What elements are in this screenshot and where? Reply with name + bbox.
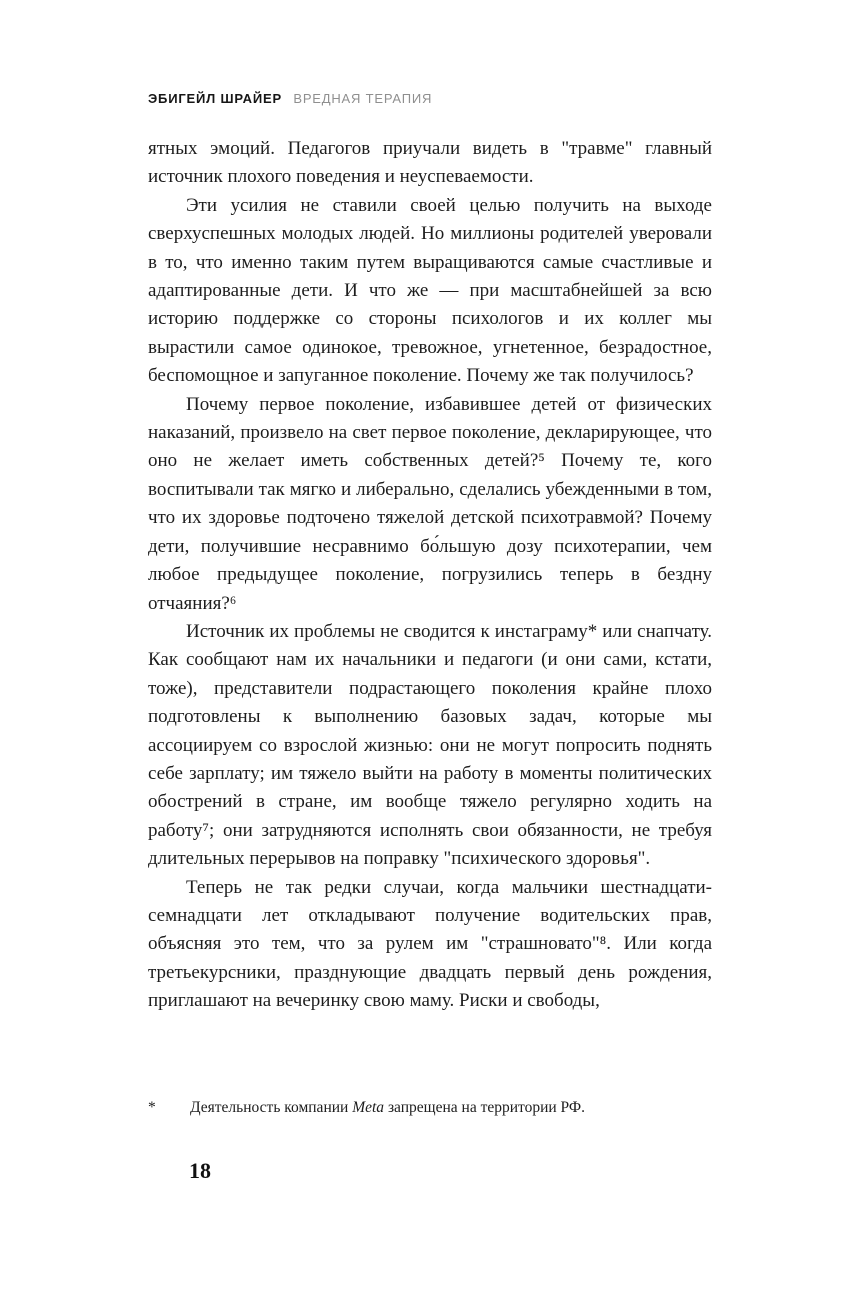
page-number: 18: [189, 1158, 211, 1183]
header-book-title: ВРЕДНАЯ ТЕРАПИЯ: [293, 91, 433, 106]
paragraph: Почему первое поколение, избавившее детей от физических наказаний, произвело на свет первое поколение, декларирующее, что оно не желает иметь собственных детей?⁵ Почему те, кого воспитывали так мягко и либерально, сделались убежденными в том, что их здоровье подточено тяжелой детской психотравмой? Почему дети, получившие несравнимо бо́льшую дозу психотерапии, чем любое предыдущее поколение, погрузились теперь в бездну отчаяния?⁶: [148, 393, 712, 614]
footnote-text-after: запрещена на территории РФ.: [384, 1099, 586, 1116]
footnote-text-before: Деятельность компании: [190, 1099, 353, 1116]
paragraph-continuation: ятных эмоций. Педагогов приучали видеть в "травме" главный источник плохого поведения и неуспеваемости.: [148, 138, 712, 188]
paragraph: Теперь не так редки случаи, когда мальчики шестнадцати-семнадцати лет откладывают получение водительских прав, объясняя это тем, что за рулем им "страшновато"⁸. Или когда третьекурсники, празднующие двадцать первый день рождения, приглашают на вечеринку свою маму. Риски и свободы,: [148, 876, 712, 1012]
body-text: [148, 135, 712, 1088]
header-author: ЭБИГЕЙЛ ШРАЙЕР: [148, 91, 282, 106]
paragraph: Эти усилия не ставили своей целью получить на выходе сверхуспешных молодых людей. Но миллионы родителей уверовали в то, что именно таким путем выращиваются самые счастливые и адаптированные дети. И что же — при масштабнейшей за всю историю поддержке со стороны психологов и их коллег мы вырастили самое одинокое, тревожное, угнетенное, безрадостное, беспомощное и запуганное поколение. Почему же так получилось?: [148, 194, 712, 387]
paragraph: Источник их проблемы не сводится к инстаграму* или снапчату. Как сообщают нам их начальники и педагоги (и они сами, кстати, тоже), представители подрастающего поколения крайне плохо подготовлены к выполнению базовых задач, которые мы ассоциируем со взрослой жизнью: они не могут попросить поднять себе зарплату; им тяжело выйти на работу в моменты политических обострений в стране, им вообще тяжело регулярно ходить на работу⁷; они затрудняются исполнять свои обязанности, не требуя длительных перерывов на поправку "психического здоровья".: [148, 620, 712, 870]
footnote-marker: *: [148, 1099, 156, 1116]
running-header: [148, 91, 432, 106]
footnote-company-name: Meta: [352, 1099, 385, 1116]
footnote: [148, 1098, 712, 1118]
footnote-text: [190, 1098, 585, 1118]
